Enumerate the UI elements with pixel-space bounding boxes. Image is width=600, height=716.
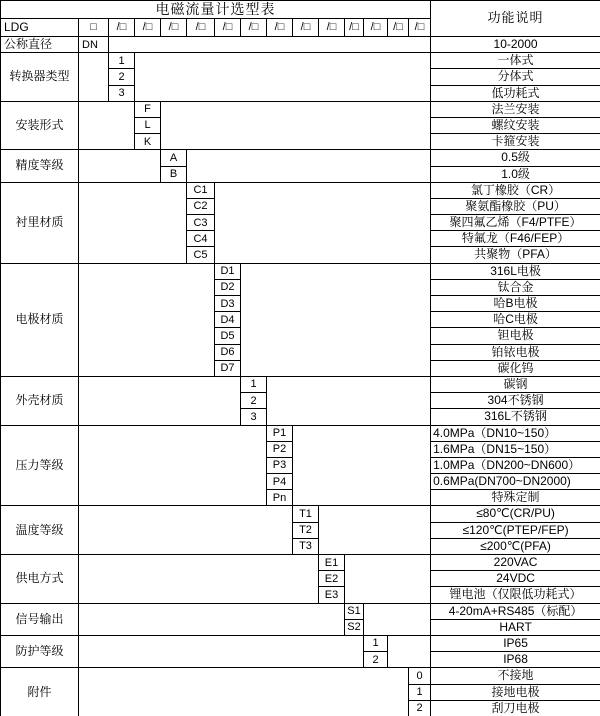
group-label-temperature-rating: 温度等级	[1, 506, 79, 555]
option-code: D5	[215, 328, 241, 344]
option-desc: 螺纹安装	[431, 117, 600, 133]
page-title: 电磁流量计选型表	[1, 1, 431, 19]
option-code: C2	[187, 198, 215, 214]
spacer-cell	[79, 555, 319, 604]
spacer-cell	[79, 53, 109, 102]
option-desc: 聚氨酯橡胶（PU）	[431, 198, 600, 214]
model-slot: /□	[161, 19, 187, 37]
option-code: E2	[319, 571, 345, 587]
model-slot: /□	[388, 19, 409, 37]
option-code: E3	[319, 587, 345, 603]
option-desc: 1.0MPa（DN200~DN600）	[431, 457, 600, 473]
model-slot: /□	[319, 19, 345, 37]
option-desc: 碳化钨	[431, 360, 600, 376]
option-code: 2	[409, 700, 431, 716]
option-desc: 哈B电极	[431, 296, 600, 312]
option-desc: 聚四氟乙烯（F4/PTFE）	[431, 215, 600, 231]
group-label-signal-output: 信号输出	[1, 603, 79, 635]
option-desc: 4-20mA+RS485（标配）	[431, 603, 600, 619]
option-desc: 卡箍安装	[431, 134, 600, 150]
option-code: D2	[215, 279, 241, 295]
spacer-cell	[79, 425, 267, 506]
spacer-cell	[79, 263, 215, 376]
model-slot: /□	[215, 19, 241, 37]
option-desc: 钛合金	[431, 279, 600, 295]
spacer-cell	[79, 376, 241, 425]
option-desc: 4.0MPa（DN10~150）	[431, 425, 600, 441]
spacer-cell	[79, 101, 135, 150]
option-code: F	[135, 101, 161, 117]
model-slot: /□	[293, 19, 319, 37]
option-desc: 法兰安装	[431, 101, 600, 117]
spacer-cell	[215, 182, 431, 263]
group-label-protection-rating: 防护等级	[1, 635, 79, 667]
option-desc: 1.6MPa（DN15~150）	[431, 441, 600, 457]
spacer-cell	[79, 603, 345, 635]
model-first-box: □	[79, 19, 109, 37]
group-label-power-supply: 供电方式	[1, 555, 79, 604]
option-desc: 316L不锈钢	[431, 409, 600, 425]
option-code: D4	[215, 312, 241, 328]
option-desc: 1.0级	[431, 166, 600, 182]
option-code: 2	[109, 69, 135, 85]
option-code: P3	[267, 457, 293, 473]
option-desc: 0.5级	[431, 150, 600, 166]
model-slot: /□	[364, 19, 388, 37]
group-label-accessories: 附件	[1, 668, 79, 716]
option-desc: 特殊定制	[431, 490, 600, 506]
group-label-accuracy-class: 精度等级	[1, 150, 79, 182]
spacer-cell	[135, 53, 431, 102]
option-code: DN	[79, 37, 109, 53]
option-desc: 接地电极	[431, 684, 600, 700]
option-desc: 24VDC	[431, 571, 600, 587]
spacer-cell	[241, 263, 431, 376]
spacer-cell	[79, 182, 187, 263]
option-desc: 刮刀电极	[431, 700, 600, 716]
option-code: 0	[409, 668, 431, 684]
spacer-cell	[267, 376, 431, 425]
function-column-header: 功能说明	[431, 1, 600, 37]
spacer-cell	[79, 506, 293, 555]
option-desc: ≤120℃(PTEP/FEP)	[431, 522, 600, 538]
group-label-lining-material: 衬里材质	[1, 182, 79, 263]
option-desc: 碳钢	[431, 376, 600, 392]
option-desc: 10-2000	[431, 37, 600, 53]
option-code: 1	[241, 376, 267, 392]
option-code: P4	[267, 474, 293, 490]
option-code: P2	[267, 441, 293, 457]
model-slot: /□	[345, 19, 364, 37]
group-label-nominal-diameter: 公称直径	[1, 37, 79, 53]
option-code: D1	[215, 263, 241, 279]
option-code: K	[135, 134, 161, 150]
option-code: 1	[409, 684, 431, 700]
spacer-cell	[79, 635, 364, 667]
model-slot: /□	[241, 19, 267, 37]
option-desc: 分体式	[431, 69, 600, 85]
option-code: T3	[293, 538, 319, 554]
option-desc: 共聚物（PFA）	[431, 247, 600, 263]
spacer-cell	[293, 425, 431, 506]
option-code: A	[161, 150, 187, 166]
model-prefix: LDG	[1, 19, 79, 37]
option-desc: HART	[431, 619, 600, 635]
option-code: T2	[293, 522, 319, 538]
option-code: B	[161, 166, 187, 182]
model-slot: /□	[109, 19, 135, 37]
option-desc: 316L电极	[431, 263, 600, 279]
group-label-converter-type: 转换器类型	[1, 53, 79, 102]
spacer-cell	[79, 668, 409, 716]
option-desc: 特氟龙（F46/FEP）	[431, 231, 600, 247]
option-code: P1	[267, 425, 293, 441]
spacer-cell	[319, 506, 431, 555]
spacer-cell	[345, 555, 431, 604]
option-code: 3	[241, 409, 267, 425]
option-code: T1	[293, 506, 319, 522]
option-desc: 哈C电极	[431, 312, 600, 328]
option-desc: 低功耗式	[431, 85, 600, 101]
option-code: C1	[187, 182, 215, 198]
option-code: C3	[187, 215, 215, 231]
option-code: C5	[187, 247, 215, 263]
option-desc: IP68	[431, 652, 600, 668]
option-code: D3	[215, 296, 241, 312]
spacer-cell	[109, 37, 431, 53]
option-desc: 0.6MPa(DN700~DN2000)	[431, 474, 600, 490]
option-code: E1	[319, 555, 345, 571]
spacer-cell	[79, 150, 161, 182]
option-desc: 钽电极	[431, 328, 600, 344]
option-desc: 一体式	[431, 53, 600, 69]
group-label-pressure-rating: 压力等级	[1, 425, 79, 506]
option-desc: 氯丁橡胶（CR）	[431, 182, 600, 198]
option-code: Pn	[267, 490, 293, 506]
spacer-cell	[187, 150, 431, 182]
option-desc: 220VAC	[431, 555, 600, 571]
option-code: S1	[345, 603, 364, 619]
spacer-cell	[388, 635, 431, 667]
model-slot: /□	[135, 19, 161, 37]
option-code: C4	[187, 231, 215, 247]
model-slot: /□	[267, 19, 293, 37]
option-desc: 304不锈钢	[431, 393, 600, 409]
spacer-cell	[364, 603, 431, 635]
option-code: 3	[109, 85, 135, 101]
group-label-electrode-material: 电极材质	[1, 263, 79, 376]
option-code: L	[135, 117, 161, 133]
model-slot: /□	[409, 19, 431, 37]
group-label-installation-type: 安装形式	[1, 101, 79, 150]
option-code: 1	[109, 53, 135, 69]
option-desc: ≤200℃(PFA)	[431, 538, 600, 554]
spacer-cell	[161, 101, 431, 150]
option-code: 1	[364, 635, 388, 651]
option-code: 2	[241, 393, 267, 409]
option-desc: ≤80℃(CR/PU)	[431, 506, 600, 522]
option-code: D7	[215, 360, 241, 376]
option-code: 2	[364, 652, 388, 668]
option-code: D6	[215, 344, 241, 360]
option-code: S2	[345, 619, 364, 635]
option-desc: 不接地	[431, 668, 600, 684]
option-desc: IP65	[431, 635, 600, 651]
option-desc: 铂铱电极	[431, 344, 600, 360]
option-desc: 锂电池（仅限低功耗式）	[431, 587, 600, 603]
model-slot: /□	[187, 19, 215, 37]
group-label-housing-material: 外壳材质	[1, 376, 79, 425]
